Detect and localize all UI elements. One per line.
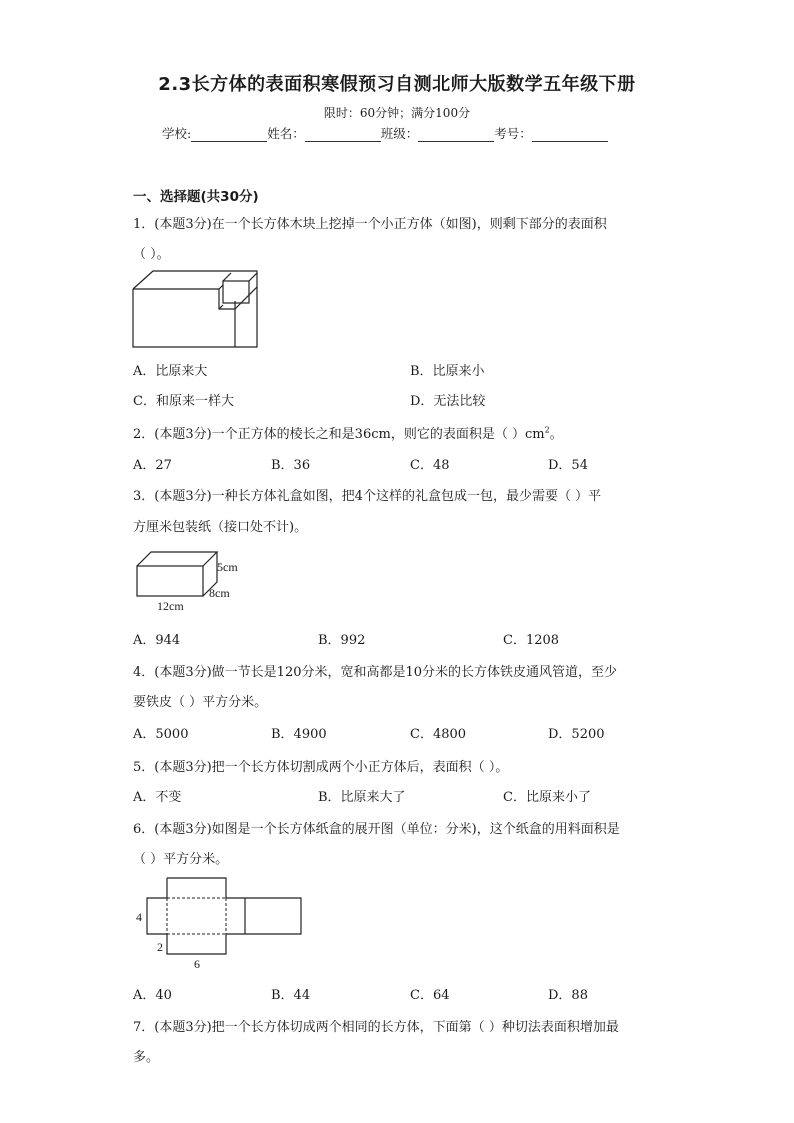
school-field[interactable] xyxy=(191,127,267,142)
question-3-height-label: 5cm xyxy=(217,560,238,574)
name-label: 姓名： xyxy=(267,126,305,141)
question-5-option-a[interactable]: A．不变 xyxy=(133,790,182,805)
question-6-text-cont: （ ）平方分米。 xyxy=(133,852,229,867)
exam-number-field[interactable] xyxy=(532,127,608,142)
question-5-text: 5．(本题3分)把一个长方体切割成两个小正方体后，表面积（ ）。 xyxy=(133,760,509,775)
page-title: 2.3长方体的表面积寒假预习自测北师大版数学五年级下册 xyxy=(158,74,636,95)
question-2-option-c[interactable]: C．48 xyxy=(410,458,450,473)
question-6-option-a[interactable]: A．40 xyxy=(133,988,172,1003)
question-1-option-a[interactable]: A．比原来大 xyxy=(133,364,208,379)
question-3-text: 3．(本题3分)一种长方体礼盒如图，把4个这样的礼盒包成一包，最少需要（ ）平 xyxy=(133,489,602,504)
question-6-label-bottom: 6 xyxy=(194,957,200,971)
exam-number-label: 考号： xyxy=(494,126,532,141)
question-1-option-b[interactable]: B．比原来小 xyxy=(410,364,485,379)
question-2-option-a[interactable]: A．27 xyxy=(133,458,172,473)
question-6-label-left: 4 xyxy=(136,910,142,924)
question-1-figure xyxy=(133,269,263,349)
question-4-option-a[interactable]: A．5000 xyxy=(133,727,189,742)
section-heading: 一、选择题(共30分) xyxy=(133,189,259,205)
question-3-text-cont: 方厘米包装纸（接口处不计)。 xyxy=(133,520,308,535)
question-2-text xyxy=(133,423,563,442)
question-6-text: 6．(本题3分)如图是一个长方体纸盒的展开图（单位：分米)，这个纸盒的用料面积是 xyxy=(133,822,620,837)
question-7-text: 7．(本题3分)把一个长方体切成两个相同的长方体，下面第（ ）种切法表面积增加最 xyxy=(133,1020,619,1035)
question-3-depth-label: 8cm xyxy=(209,586,230,600)
question-6-option-b[interactable]: B．44 xyxy=(271,988,311,1003)
question-4-option-c[interactable]: C．4800 xyxy=(410,727,467,742)
question-1-text: 1．(本题3分)在一个长方体木块上挖掉一个小正方体（如图)，则剩下部分的表面积 xyxy=(133,217,607,232)
question-3-length-label: 12cm xyxy=(157,599,184,613)
question-6-net-figure xyxy=(133,876,313,972)
question-5-option-b[interactable]: B．比原来大了 xyxy=(318,790,406,805)
question-6-option-d[interactable]: D．88 xyxy=(548,988,588,1003)
question-3-figure xyxy=(133,548,253,614)
school-label: 学校: xyxy=(162,126,192,141)
student-info-fields xyxy=(162,124,608,142)
question-4-text-cont: 要铁皮（ ）平方分米。 xyxy=(133,695,268,710)
question-2-option-d[interactable]: D．54 xyxy=(548,458,588,473)
class-label: 班级： xyxy=(380,126,419,141)
question-2-option-b[interactable]: B．36 xyxy=(271,458,311,473)
question-4-option-d[interactable]: D．5200 xyxy=(548,727,605,742)
exam-time-limit: 限时：60分钟；满分100分 xyxy=(323,106,471,120)
question-4-option-b[interactable]: B．4900 xyxy=(271,727,327,742)
question-3-option-a[interactable]: A．944 xyxy=(133,633,181,648)
question-1-text-cont: （ ）。 xyxy=(133,247,170,262)
question-4-text: 4．(本题3分)做一节长是120分米，宽和高都是10分米的长方体铁皮通风管道，至少 xyxy=(133,665,618,680)
question-7-text-cont: 多。 xyxy=(133,1050,160,1065)
class-field[interactable] xyxy=(418,127,494,142)
question-2-text-end: 。 xyxy=(549,427,563,442)
question-6-option-c[interactable]: C．64 xyxy=(410,988,450,1003)
question-5-option-c[interactable]: C．比原来小了 xyxy=(503,790,591,805)
question-6-label-bottom-left: 2 xyxy=(157,940,163,954)
name-field[interactable] xyxy=(305,127,381,142)
question-3-option-c[interactable]: C．1208 xyxy=(503,633,560,648)
question-1-option-c[interactable]: C．和原来一样大 xyxy=(133,394,234,409)
question-2-unit-superscript: 2 xyxy=(544,425,550,435)
question-2-text-main: 2．(本题3分)一个正方体的棱长之和是36cm，则它的表面积是（ ）cm xyxy=(133,427,545,442)
question-1-option-d[interactable]: D．无法比较 xyxy=(410,394,486,409)
question-3-option-b[interactable]: B．992 xyxy=(318,633,366,648)
